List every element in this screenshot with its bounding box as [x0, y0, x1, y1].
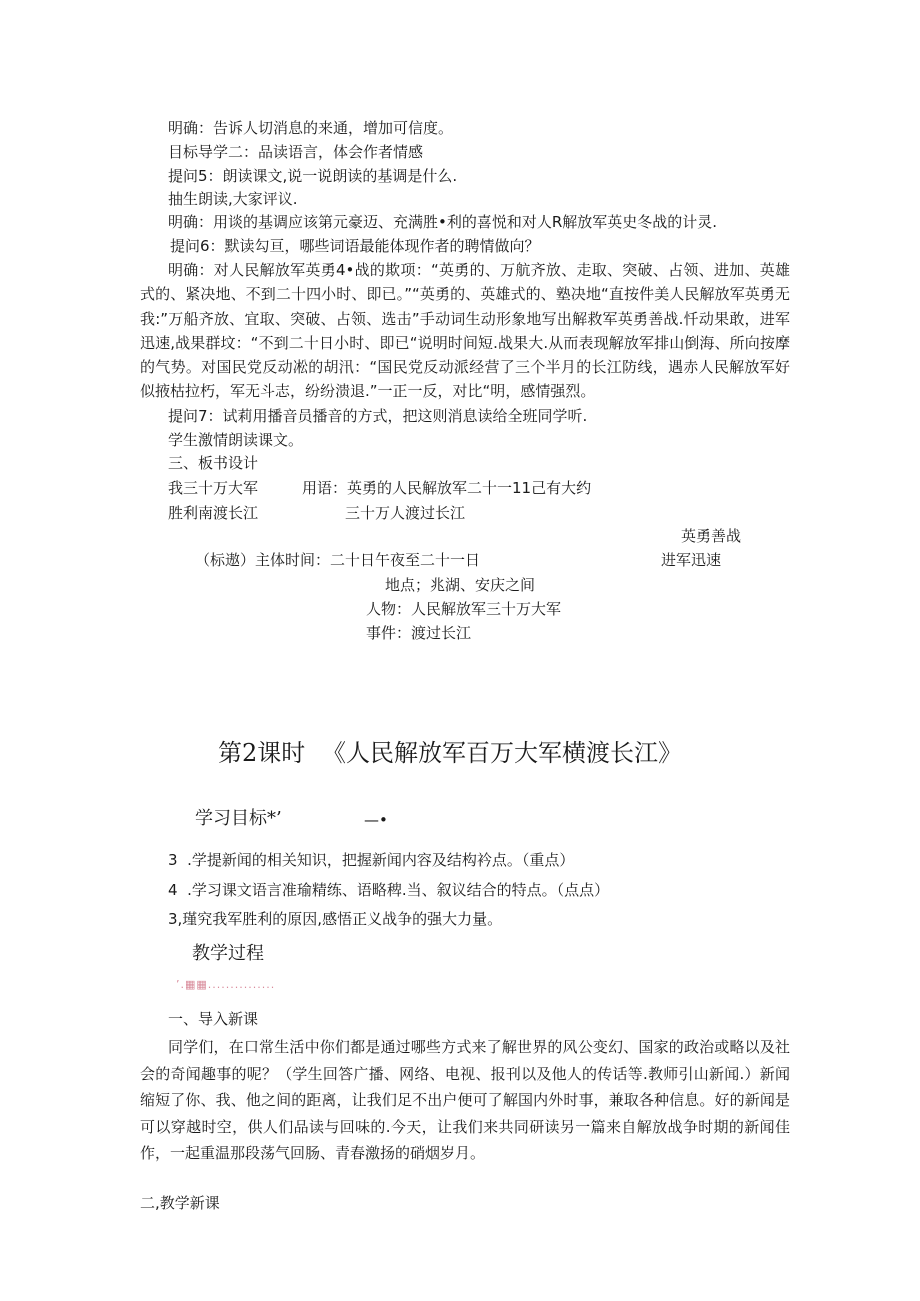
- section-heading: 二,教学新课: [140, 1194, 220, 1212]
- text-line: 明确：用谈的基调应该第元豪迈、充满胜•利的喜悦和对人R解放军英史冬战的计灵.: [168, 213, 718, 231]
- goal-item: 4 .学习课文语言准瑜精练、语略稗.当、叙议结合的特点。（点点）: [168, 881, 610, 899]
- board-left-line: 我三十万大军: [168, 479, 259, 497]
- lesson-title: 《人民解放军百万大军横渡长江》: [322, 739, 682, 767]
- board-time: （标遨）主体时间：二十日午夜至二十一日: [195, 551, 481, 569]
- goals-mark: —•: [364, 811, 388, 829]
- question: 提问5：朗读课文,说一说朗读的基调是什么.: [168, 167, 458, 185]
- question: 提问6：默读勾亘，哪些词语最能体现作者的聘情做向？: [170, 237, 540, 255]
- board-right-line: 进军迅速: [661, 551, 722, 569]
- goal-item: 3,瑾究我军胜利的原因,感悟正义战争的强大力量。: [168, 910, 503, 928]
- text-line: 抽生朗读,大家评议.: [168, 190, 298, 208]
- answer-paragraph: 明确：对人民解放军英勇4•战的欺项：“英勇的、万航齐放、走取、突破、占领、进加、英雄式的、紧决地、不到二十四小时、即已。”“英勇的、英雄式的、塾决地“直按件美人民解放军英勇无我:”万船齐放、宜取、突破、占领、选击”手动词生动形象地写出解救军英勇善战.忏动果敢，进军迅速,战果群坟：“不到二十日小时、即已“说明时间短.战果大.从而表现解放军排山倒海、所向按摩的气势。对国民党反动凇的胡汛：“国民党反动派经营了三个半月的长江防线，遇赤人民解放军好似掖枯拉朽，军无斗志，纷纷溃退.”一正一反，对比“明，感情强烈。: [140, 261, 790, 401]
- board-mid-line: 三十万人渡过长江: [345, 504, 466, 522]
- text-line: 学生激情朗读课文。: [168, 431, 304, 449]
- board-mid-line: 用语：英勇的人民解放军二十一11己有大约: [302, 479, 592, 497]
- goals-title: 学习目标*’: [195, 808, 282, 829]
- board-left-line: 胜利南渡长江: [168, 504, 259, 522]
- section-heading: 一、导入新课: [168, 1010, 259, 1028]
- board-heading: 三、板书设计: [168, 454, 259, 472]
- question: 提问7：试莉用播音员播音的方式，把这则消息读给全班同学听.: [168, 407, 588, 425]
- process-title: 教学过程: [192, 943, 264, 964]
- lesson-number: 第2课时: [218, 739, 306, 767]
- section-heading: 目标导学二：品读语言，体会作者情感: [168, 143, 424, 161]
- goal-item: 3 .学提新闻的相关知识，把握新闻内容及结构衿点。（重点）: [168, 851, 575, 869]
- board-place: 地点；兆湖、安庆之间: [385, 576, 536, 594]
- text-line: 明确：告诉人切消息的来通，增加可信度。: [168, 119, 454, 137]
- process-mark: ’.▦▦...............: [176, 978, 276, 991]
- board-event: 事件：渡过长江: [366, 624, 472, 642]
- intro-paragraph: 同学们，在口常生活中你们都是通过哪些方式来了解世界的风公变幻、国家的政治或略以及社会的奇闻趣事的呢？（学生回答广播、网络、电视、报刊以及他人的传话等.教师引山新闻.）新闻缩短了你、我、他之间的距离，让我们足不出户便可了解国内外时事，兼取各种信息。好的新闻是可以穿越时空，供人们品读与回味的.今天，让我们来共同研读另一篇来自解放战争时期的新闻佳作，一起重温那段荡气回肠、青春激扬的硝烟岁月。: [140, 1038, 790, 1162]
- board-people: 人物：人民解放军三十万大军: [366, 600, 562, 618]
- board-right-line: 英勇善战: [681, 527, 742, 545]
